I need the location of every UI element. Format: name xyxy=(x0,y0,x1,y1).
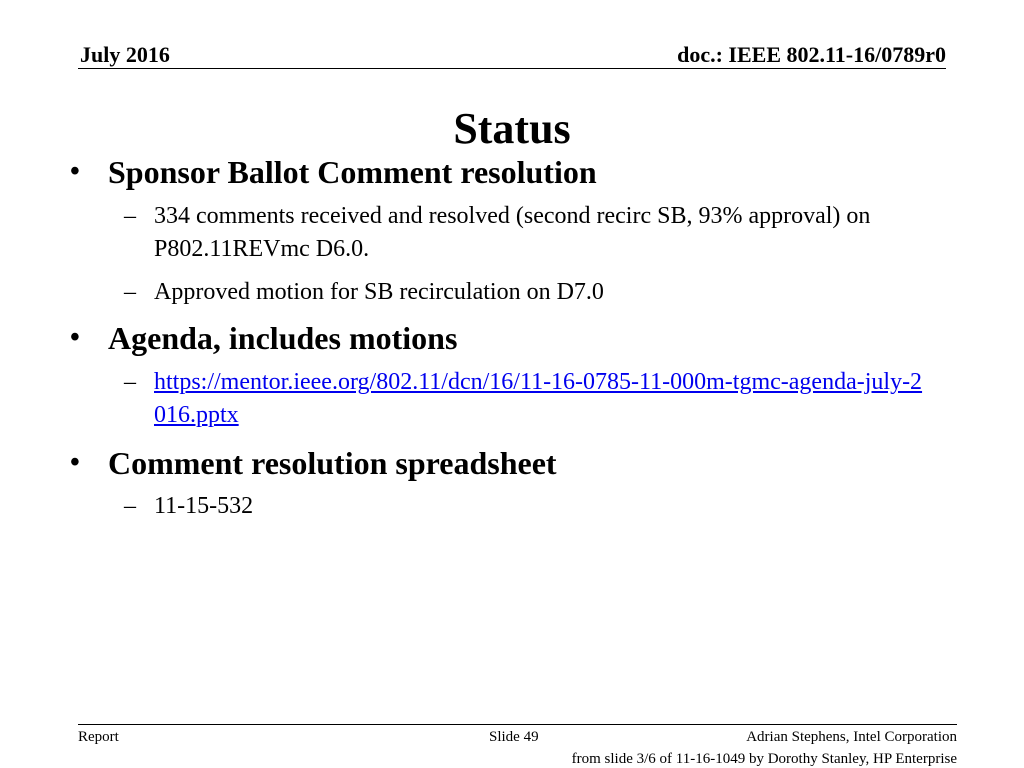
bullet-icon: • xyxy=(70,322,80,353)
item-spreadsheet-id: 11-15-532 xyxy=(154,493,254,519)
bullet-icon: • xyxy=(70,447,80,478)
section-heading-agenda: Agenda, includes motions xyxy=(108,320,458,356)
item-approved-motion: Approved motion for SB recirculation on D7.0 xyxy=(154,279,604,305)
agenda-link[interactable] xyxy=(154,366,924,432)
slide-title: Status xyxy=(453,104,571,153)
footer-author: Adrian Stephens, Intel Corporation xyxy=(746,729,957,745)
agenda-link-text[interactable]: https://mentor.ieee.org/802.11/dcn/16/11-16-0785-11-000m-tgmc-agenda-july-2016.pptx xyxy=(154,369,923,428)
dash-icon: – xyxy=(124,279,136,305)
section-heading-sponsor-ballot: Sponsor Ballot Comment resolution xyxy=(108,154,597,190)
header-date: July 2016 xyxy=(80,42,170,67)
footer-source-note: from slide 3/6 of 11-16-1049 by Dorothy Stanley, HP Enterprise xyxy=(571,751,957,767)
item-comments-resolved: 334 comments received and resolved (second recirc SB, 93% approval) on P802.11REVmc D6.0. xyxy=(154,203,871,262)
bullet-icon: • xyxy=(70,156,80,187)
header-divider xyxy=(78,68,946,69)
section-heading-spreadsheet: Comment resolution spreadsheet xyxy=(108,445,557,481)
footer-divider xyxy=(78,724,957,725)
dash-icon: – xyxy=(124,203,136,229)
footer-slide-number: Slide 49 xyxy=(489,729,539,745)
dash-icon: – xyxy=(124,493,136,519)
dash-icon: – xyxy=(124,369,136,395)
footer-report: Report xyxy=(78,729,119,745)
header-doc-id: doc.: IEEE 802.11-16/0789r0 xyxy=(677,42,946,67)
